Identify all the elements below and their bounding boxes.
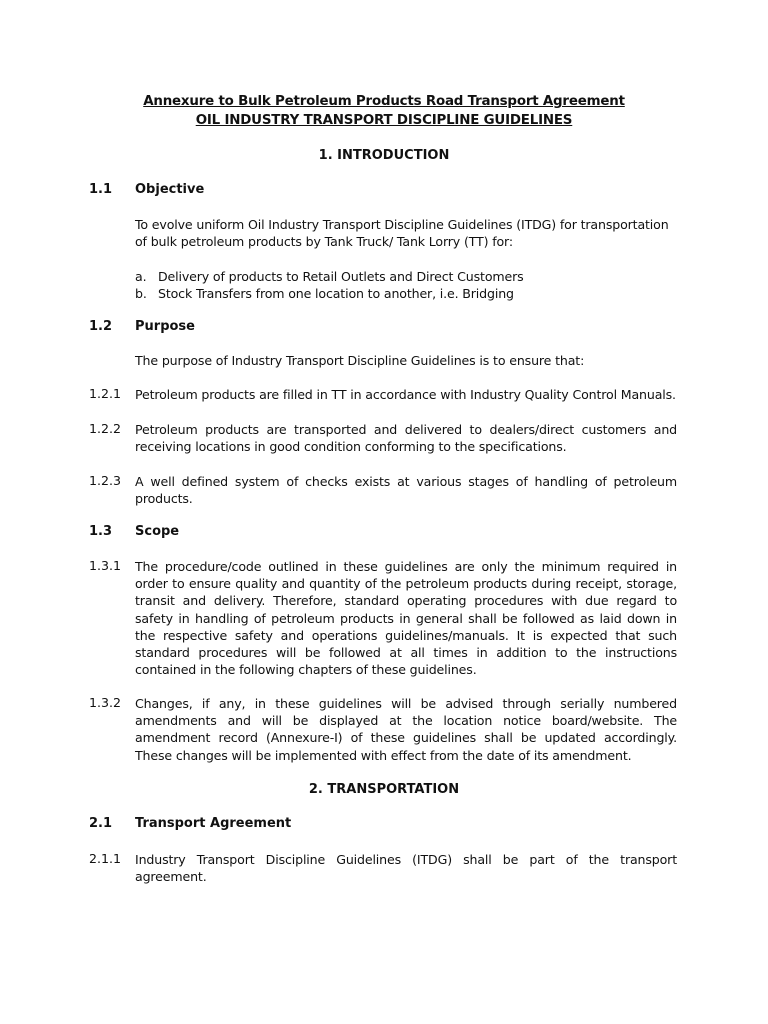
clause-text: Industry Transport Discipline Guidelines (ITDG) shall be part of the transport agreement. [135, 852, 677, 885]
section-number: 2.1 [89, 816, 113, 831]
section-title-scope: Scope [135, 524, 180, 539]
clause-number: 1.2.3 [89, 473, 122, 488]
section-heading-transportation: 2. TRANSPORTATION [308, 782, 460, 797]
list-item [135, 268, 524, 285]
list-item [135, 285, 514, 302]
section-number: 1.1 [89, 182, 113, 197]
section-heading-introduction: 1. INTRODUCTION [318, 148, 450, 163]
list-marker: b. [135, 286, 147, 301]
section-title-objective: Objective [135, 182, 205, 197]
clause-text: Changes, if any, in these guidelines will be advised through serially numbered amendments and will be displayed at the location notice board/website. The amendment record (Annexure-I) of these guidelines shall be updated accordingly. These changes will be implemented with effect from the date of its amendment. [135, 696, 677, 763]
clause-number: 1.2.2 [89, 421, 122, 436]
clause-number: 1.3.1 [89, 558, 122, 573]
clause-text: A well defined system of checks exists at various stages of handling of petroleum products. [135, 474, 677, 507]
list-text: Stock Transfers from one location to another, i.e. Bridging [158, 286, 514, 301]
section-number: 1.3 [89, 524, 113, 539]
clause-text: Petroleum products are transported and delivered to dealers/direct customers and receiving locations in good condition conforming to the specifications. [135, 422, 677, 455]
document-subtitle: OIL INDUSTRY TRANSPORT DISCIPLINE GUIDELINES [195, 113, 573, 128]
list-marker: a. [135, 269, 147, 284]
list-text: Delivery of products to Retail Outlets and Direct Customers [158, 269, 524, 284]
clause-number: 2.1.1 [89, 851, 122, 866]
clause-number: 1.3.2 [89, 695, 122, 710]
clause-text: Petroleum products are filled in TT in accordance with Industry Quality Control Manuals. [135, 387, 676, 402]
purpose-paragraph: The purpose of Industry Transport Discipline Guidelines is to ensure that: [135, 353, 585, 368]
objective-paragraph: To evolve uniform Oil Industry Transport Discipline Guidelines (ITDG) for transportation of bulk petroleum products by Tank Truck/ Tank Lorry (TT) for: [135, 217, 669, 250]
clause-text: The procedure/code outlined in these guidelines are only the minimum required in order to ensure quality and quantity of the petroleum products during receipt, storage, transit and delivery. Therefore, standard operating procedures with due regard to safety in handling of petroleum products in general shall be followed as laid down in the respective safety and operations guidelines/manuals. It is expected that such standard procedures will be followed at all times in addition to the instructions contained in the following chapters of these guidelines. [135, 559, 677, 678]
section-title-transport-agreement: Transport Agreement [135, 816, 292, 831]
section-title-purpose: Purpose [135, 319, 195, 334]
clause-number: 1.2.1 [89, 386, 122, 401]
document-title: Annexure to Bulk Petroleum Products Road Transport Agreement [143, 94, 625, 109]
section-number: 1.2 [89, 319, 113, 334]
